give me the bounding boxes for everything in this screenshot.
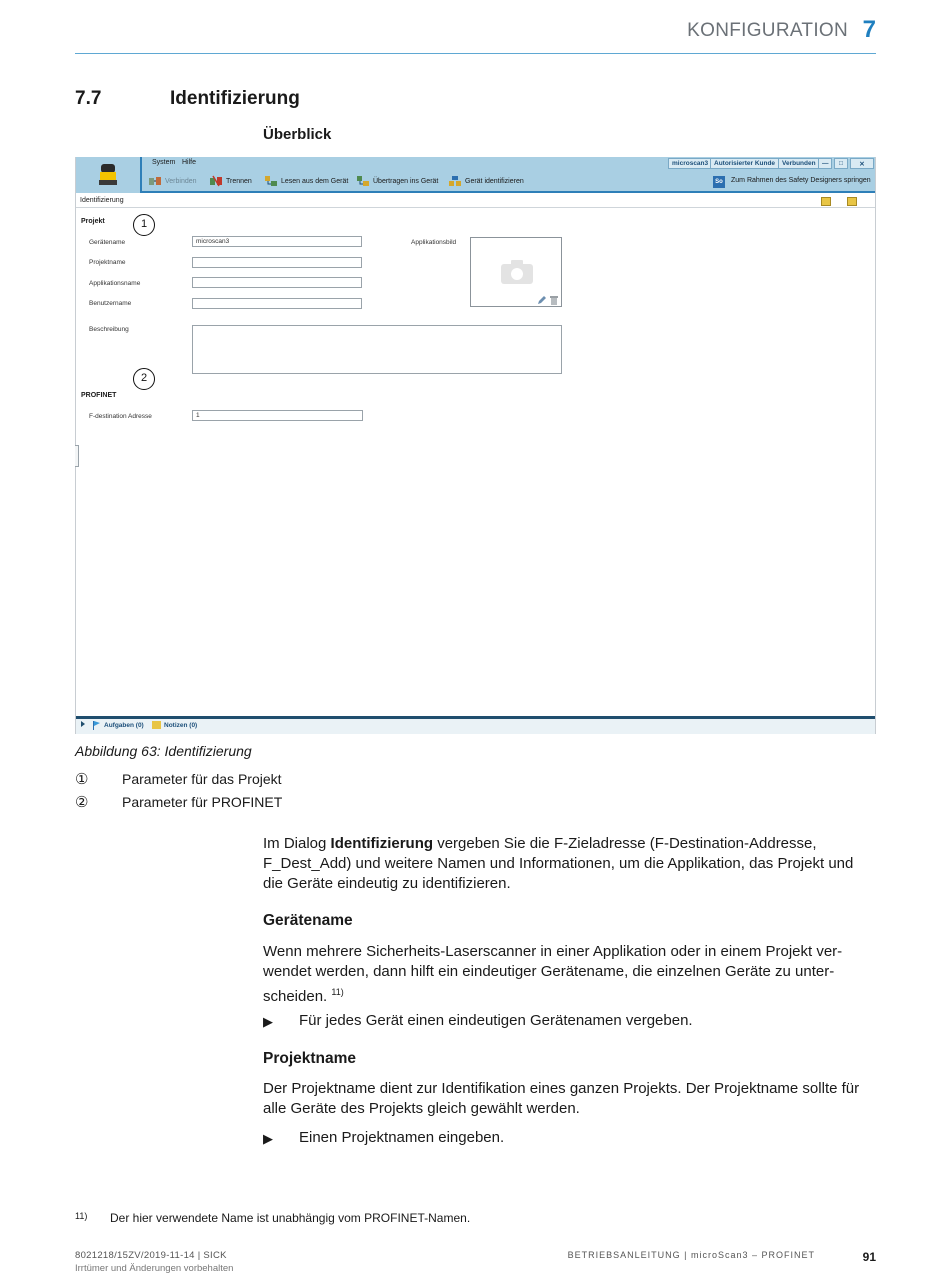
field-label-f-destination: F-destination Adresse [89,413,152,420]
status-connection: Verbunden [778,158,820,169]
chapter-number: 7 [862,16,876,43]
status-device: microscan3 [668,158,712,169]
camera-icon [499,258,535,286]
status-user: Autorisierter Kunde [710,158,779,169]
menu-system[interactable]: System [152,159,176,166]
callout-1: 1 [133,214,155,236]
close-button[interactable]: ✕ [850,158,874,169]
identify-device-icon [448,175,462,187]
transfer-to-device-button[interactable]: Übertragen ins Gerät [356,175,438,187]
bottom-expand-toggle[interactable] [80,721,86,727]
tab-identifizierung[interactable]: Identifizierung [80,197,124,204]
field-label-benutzername: Benutzername [89,300,132,307]
heading-projektname: Projektname [263,1050,357,1067]
tasks-tab[interactable]: Aufgaben (0) [92,721,144,730]
disconnect-button[interactable]: Trennen [209,175,252,187]
beschreibung-textarea[interactable] [192,325,562,374]
expand-arrow-icon [80,721,86,727]
legend-number-2: ② [75,794,89,811]
legend-number-1: ① [75,771,89,788]
legend-text-2: Parameter für PROFINET [122,794,283,810]
bullet-marker-1: ▶ [263,1014,273,1029]
device-logo-area [76,157,142,193]
field-label-beschreibung: Beschreibung [89,326,129,333]
group-project-label: Projekt [81,218,105,225]
footnote-number: 11) [75,1211,88,1221]
header-divider [75,53,876,54]
page-number: 91 [862,1250,876,1264]
instruction-projektname: Einen Projektnamen eingeben. [299,1129,505,1146]
geraetename-input[interactable]: microscan3 [192,236,362,247]
import-note-icon[interactable] [847,197,857,206]
footer-document-title: BETRIEBSANLEITUNG | microScan3 – PROFINET [567,1250,815,1260]
edit-pencil-icon[interactable] [537,295,547,305]
projektname-input[interactable] [192,257,362,268]
delete-trash-icon[interactable] [549,295,559,305]
section-number: 7.7 [75,88,102,109]
benutzername-input[interactable] [192,298,362,309]
collapsed-side-panel-handle[interactable] [75,445,79,467]
flag-icon [92,721,101,730]
overview-heading: Überblick [263,126,332,143]
notes-tab[interactable]: Notizen (0) [152,721,197,729]
disconnect-icon [209,175,223,187]
applikationsname-input[interactable] [192,277,362,288]
safety-designer-icon[interactable]: So [713,176,725,188]
field-label-projektname: Projektname [89,259,126,266]
footnote-text: Der hier verwendete Name ist unabhängig vom PROFINET-Namen. [110,1211,471,1225]
field-label-applikationsname: Applikationsname [89,280,141,287]
dialog-name: Identifizierung [330,835,434,852]
connect-icon [148,175,162,187]
transfer-device-icon [356,175,370,187]
maximize-button[interactable]: □ [834,158,848,169]
paragraph-projektname: Der Projektname dient zur Identifikation eines ganzen Projekts. Der Projektname sollte für alle Geräte des Projekts gleich gewählt werden. [263,1080,860,1117]
intro-paragraph: Im Dialog Identifizierung vergeben Sie die F-Zieladresse (F-Destination-Addresse, F_Dest_Add) und weitere Namen und Informationen, um die Applikation, das Projekt und die Geräte eindeutig zu identifizieren. [263,835,854,892]
f-destination-input[interactable]: 1 [192,410,363,421]
identify-device-button[interactable]: Gerät identifizieren [448,175,524,187]
figure-caption: Abbildung 63: Identifizierung [75,743,252,759]
legend-text-1: Parameter für das Projekt [122,771,282,787]
tab-strip [76,195,875,208]
note-icon [152,721,161,729]
application-image-label: Applikationsbild [411,239,457,246]
connect-button[interactable]: Verbinden [148,175,197,187]
footer-doc-id: 8021218/15ZV/2019-11-14 | SICK [75,1250,227,1261]
software-screenshot [75,157,876,734]
callout-2: 2 [133,368,155,390]
footnote-ref[interactable]: 11) [331,987,344,997]
scanner-device-icon [98,164,118,186]
application-image-box[interactable] [470,237,562,307]
paragraph-geraetename: Wenn mehrere Sicherheits-Laserscanner in einer Applikation oder in einem Projekt ver-wendet werden, dann hilft ein eindeutiger Gerätename, die einzelnen Geräte zu unter-scheiden. $^{11)}$ [263,943,843,1005]
group-profinet-label: PROFINET [81,392,117,399]
footer-disclaimer: Irrtümer und Änderungen vorbehalten [75,1263,234,1274]
minimize-button[interactable]: — [818,158,832,169]
field-label-geraetename: Gerätename [89,239,126,246]
read-device-icon [264,175,278,187]
read-from-device-button[interactable]: Lesen aus dem Gerät [264,175,348,187]
menu-hilfe[interactable]: Hilfe [182,159,197,166]
jump-to-safety-designer-link[interactable]: Zum Rahmen des Safety Designers springen [731,177,871,184]
bullet-marker-2: ▶ [263,1131,273,1146]
chapter-title: KONFIGURATION [687,20,848,41]
heading-geraetename: Gerätename [263,912,353,929]
export-note-icon[interactable] [821,197,831,206]
instruction-geraetename: Für jedes Gerät einen eindeutigen Gerätenamen vergeben. [299,1012,693,1029]
section-title: Identifizierung [170,88,300,109]
